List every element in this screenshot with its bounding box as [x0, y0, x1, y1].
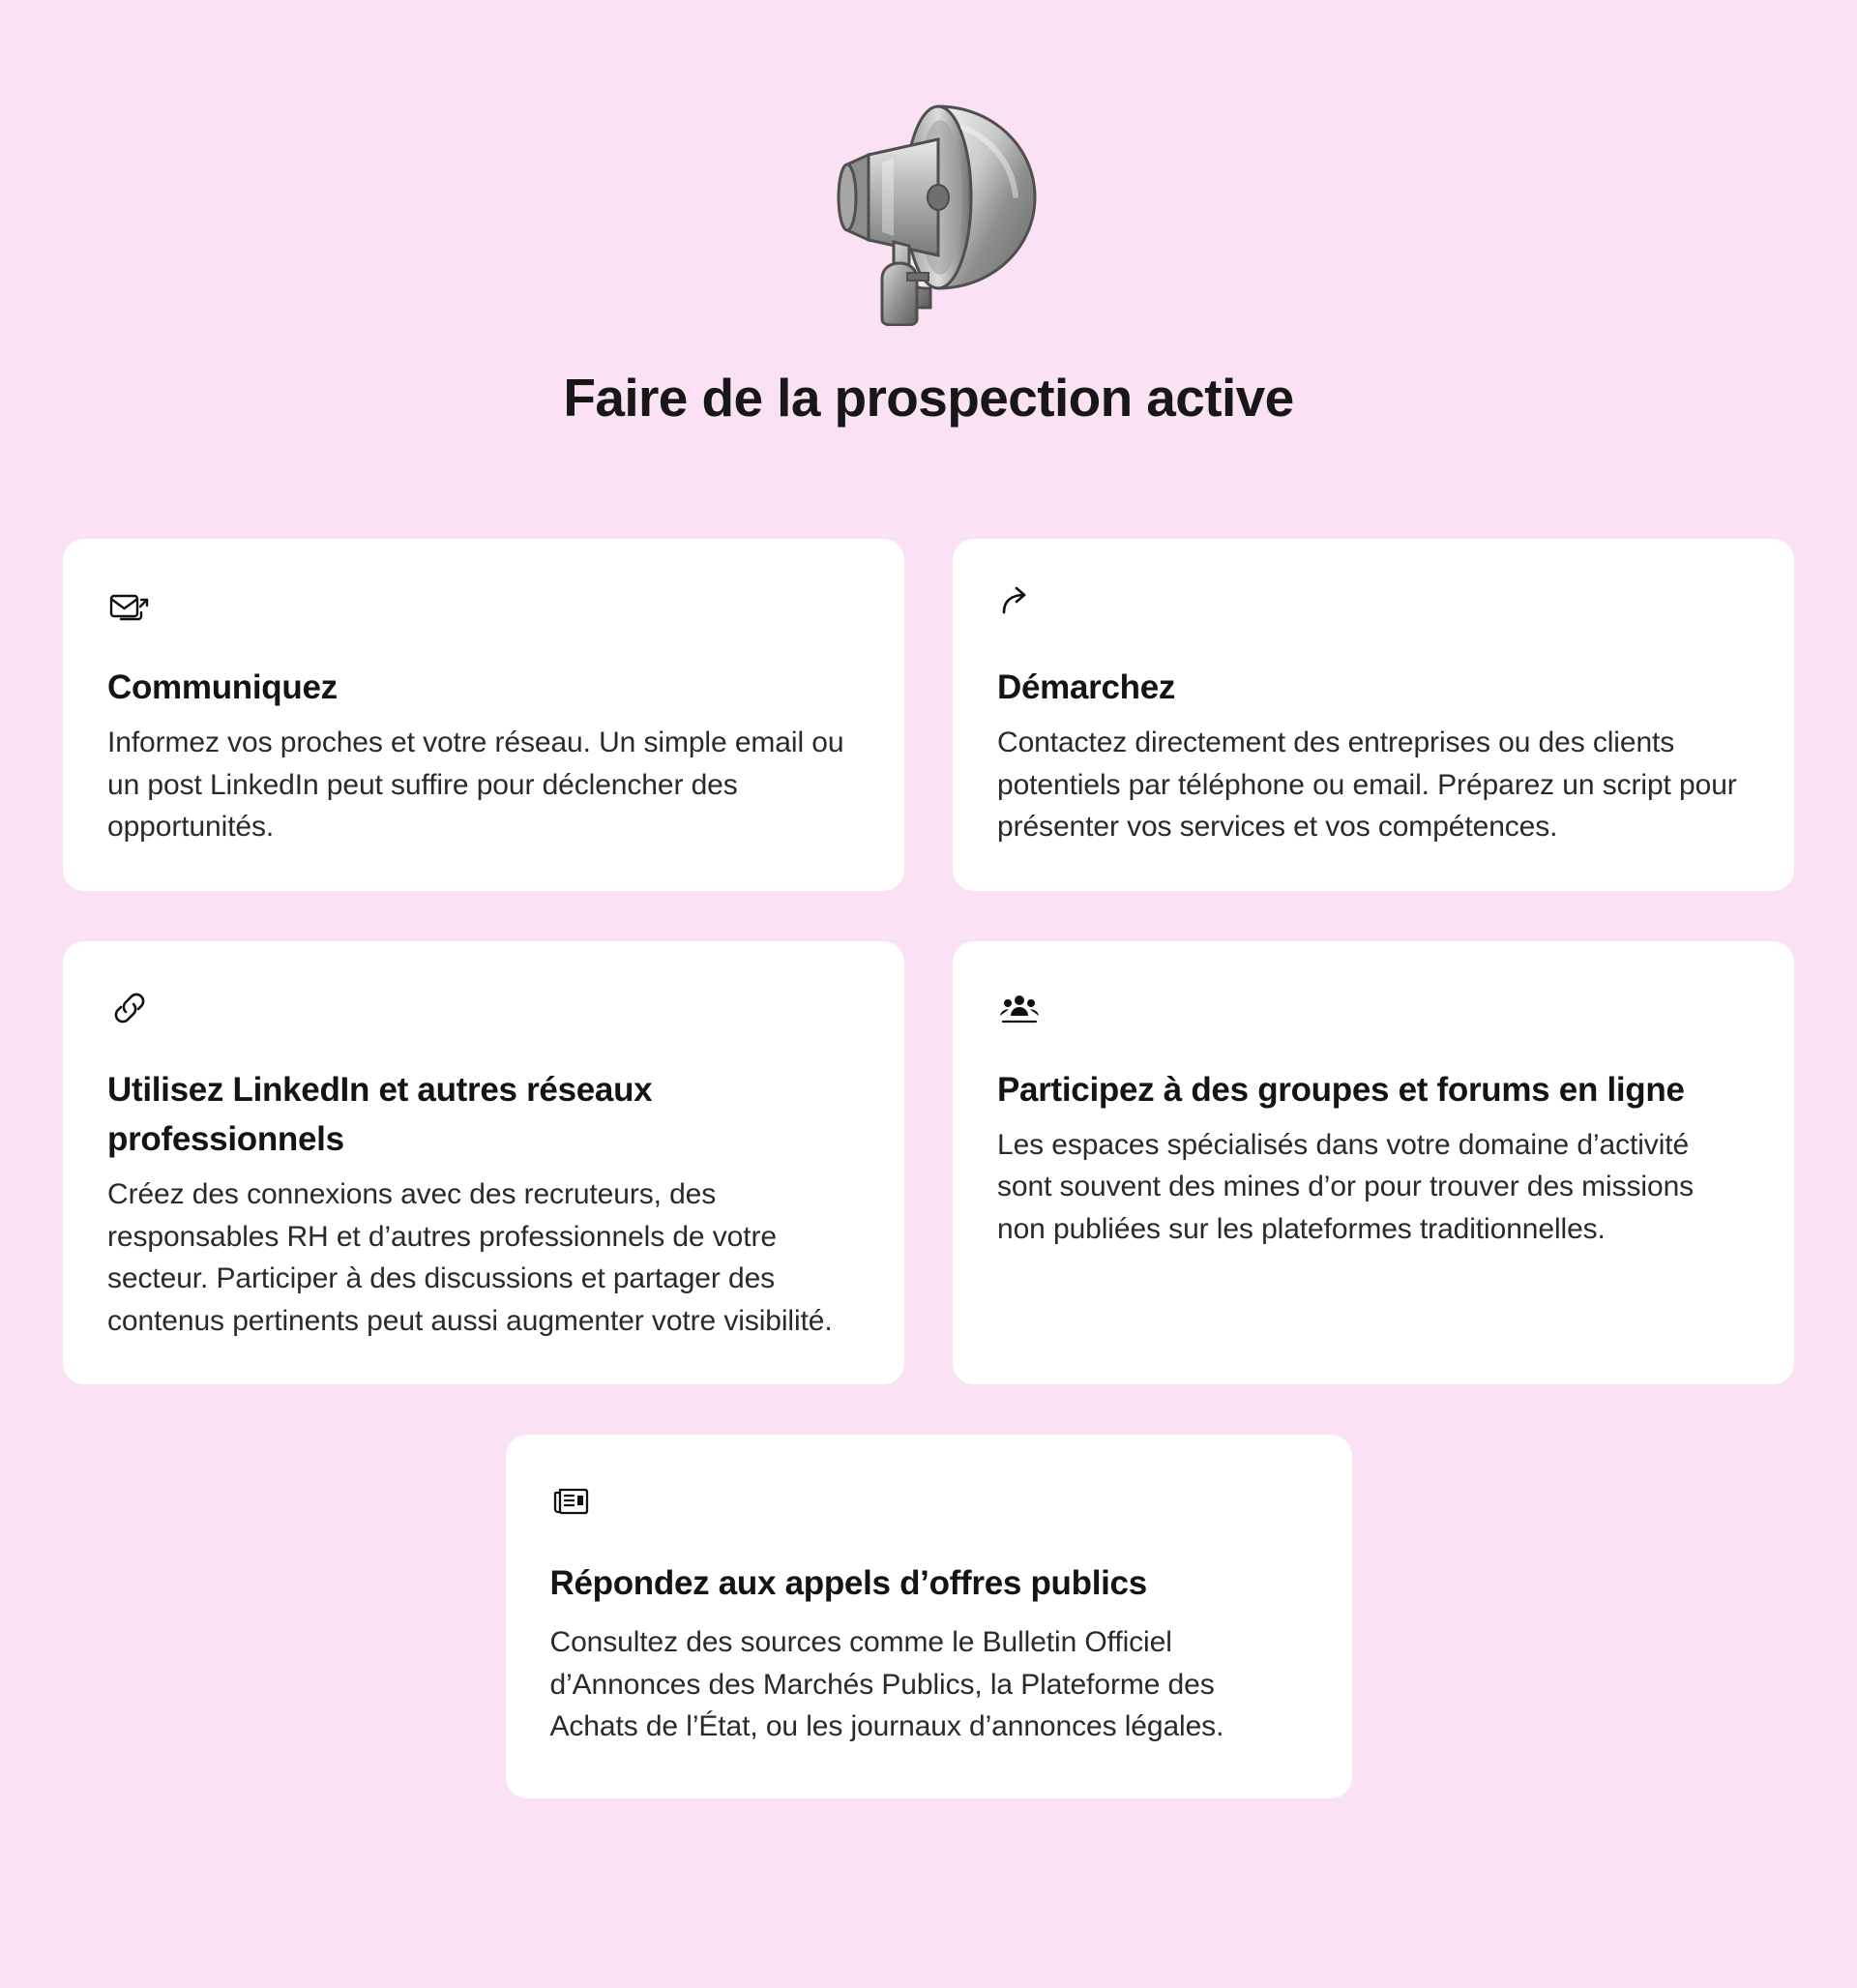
card-body: Contactez directement des entreprises ou des clients potentiels par téléphone ou email. Préparez un script pour présenter vos services et vos compétences. [997, 727, 1737, 844]
card-communiquez [63, 539, 904, 891]
hero-section [563, 81, 1293, 429]
card-title: Communiquez [107, 668, 338, 707]
arrow-up-right-icon [997, 583, 1042, 628]
people-group-icon [997, 986, 1042, 1030]
cards-grid [63, 539, 1794, 1384]
card-title: Participez à des groupes et forums en ligne [997, 1070, 1685, 1109]
card-title: Démarchez [997, 668, 1176, 707]
last-card-row [63, 1435, 1794, 1798]
card-body: Consultez des sources comme le Bulletin Officiel d’Annonces des Marchés Publics, la Plateforme des Achats de l’État, ou les journaux d’annonces légales. [549, 1626, 1224, 1743]
card-appels-offres [506, 1435, 1352, 1798]
card-groupes-forums [953, 941, 1794, 1384]
card-body: Les espaces spécialisés dans votre domaine d’activité sont souvent des mines d’or pour trouver des missions non publiées sur les plateformes traditionnelles. [997, 1128, 1695, 1245]
card-body: Créez des connexions avec des recruteurs, des responsables RH et d’autres professionnels de votre secteur. Participer à des discussions et partager des contenus pertinents peut aussi augmenter votre visibilité. [107, 1178, 833, 1337]
page-title: Faire de la prospection active [563, 368, 1294, 428]
card-demarchez [953, 539, 1794, 891]
card-title: Répondez aux appels d’offres publics [549, 1564, 1147, 1603]
card-title: Utilisez LinkedIn et autres réseaux professionnels [107, 1070, 653, 1158]
megaphone-illustration [783, 81, 1074, 333]
card-body: Informez vos proches et votre réseau. Un simple email ou un post LinkedIn peut suffire pour déclencher des opportunités. [107, 727, 844, 844]
mail-stack-icon [107, 583, 152, 628]
newspaper-icon [550, 1479, 595, 1524]
link-chain-icon [107, 986, 152, 1030]
card-linkedin [63, 941, 904, 1384]
